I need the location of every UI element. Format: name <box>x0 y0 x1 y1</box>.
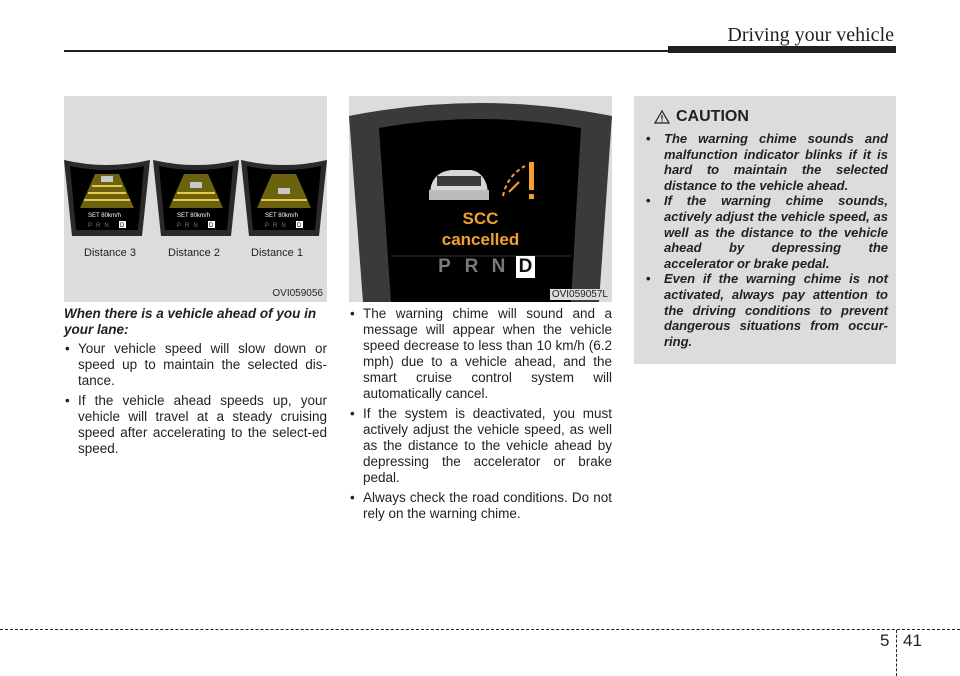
svg-text:SET 80km/h: SET 80km/h <box>265 213 298 219</box>
svg-text:PRN: PRN <box>177 223 202 229</box>
header-bar <box>668 46 896 53</box>
gear-d-selected: D <box>516 256 535 278</box>
caution-item: • The warning chime sounds and malfunction indicator blinks if it is hard to maintain the selected distance to the vehicle ahead. <box>642 131 888 193</box>
bullet-list <box>349 306 612 522</box>
gear-indicator <box>431 256 535 278</box>
cluster-distance-1 <box>241 160 327 236</box>
figure-code: OVI059057L <box>551 289 608 300</box>
gear-r: R <box>464 256 479 277</box>
chapter-number: 5 <box>880 631 890 650</box>
column-middle-text <box>349 306 612 526</box>
svg-text:PRN: PRN <box>88 223 113 229</box>
scc-text: SCC <box>462 209 499 228</box>
cluster-set-text: SET 80km/h <box>88 213 121 219</box>
svg-text:SET 80km/h: SET 80km/h <box>177 213 210 219</box>
header-title: Driving your vehicle <box>727 24 894 46</box>
bullet-item: • Always check the road conditions. Do not rely on the warning chime. <box>349 490 612 522</box>
figure-scc-cancelled <box>349 96 612 302</box>
figure-code: OVI059056 <box>272 288 323 299</box>
bullet-item: • The warning chime will sound and a message will appear when the vehicle speed decrease to less than 10 km/h (6.2 mph) due to a vehicle ahead, and the smart cruise control system will automatically cancel. <box>349 306 612 402</box>
caution-box <box>634 96 896 364</box>
svg-text:D: D <box>120 223 125 229</box>
bullet-list <box>64 341 327 457</box>
footer-separator <box>896 630 897 676</box>
cluster-distance-3 <box>64 160 150 236</box>
cancelled-text: cancelled <box>441 230 520 249</box>
svg-text:D: D <box>209 223 214 229</box>
svg-text:D: D <box>297 223 302 229</box>
gear-p: P <box>438 256 451 277</box>
caution-list <box>642 131 888 349</box>
figure-distance-settings <box>64 96 327 302</box>
warning-triangle-icon <box>654 110 670 124</box>
label-distance-3: Distance 3 <box>84 247 136 259</box>
caution-item: • Even if the warning chime is not activated, always pay attention to the driving conditions to prevent dangerous situations from occur-ring. <box>642 271 888 349</box>
column-left-text <box>64 306 327 461</box>
caution-header <box>654 106 888 128</box>
gear-n: N <box>491 256 506 277</box>
page-number: 41 <box>903 631 922 650</box>
cluster-distance-2 <box>153 160 239 236</box>
svg-text:PRN: PRN <box>265 223 290 229</box>
bullet-item: • Your vehicle speed will slow down or speed up to maintain the selected dis-tance. <box>64 341 327 389</box>
bullet-item: • If the vehicle ahead speeds up, your vehicle will travel at a steady cruising speed after accelerating to the select-ed speed. <box>64 393 327 457</box>
footer-rule <box>0 629 960 630</box>
label-distance-1: Distance 1 <box>251 247 303 259</box>
bullet-item: • If the system is deactivated, you must actively adjust the vehicle speed, as well as the distance to the vehicle ahead by depressing the accelerator or brake pedal. <box>349 406 612 486</box>
label-distance-2: Distance 2 <box>168 247 220 259</box>
subheading: When there is a vehicle ahead of you in your lane: <box>64 306 317 337</box>
caution-item: • If the warning chime sounds, actively adjust the vehicle speed, as well as the distance to the vehicle ahead by depressing the accelerator or brake pedal. <box>642 193 888 271</box>
caution-title: CAUTION <box>676 108 749 125</box>
